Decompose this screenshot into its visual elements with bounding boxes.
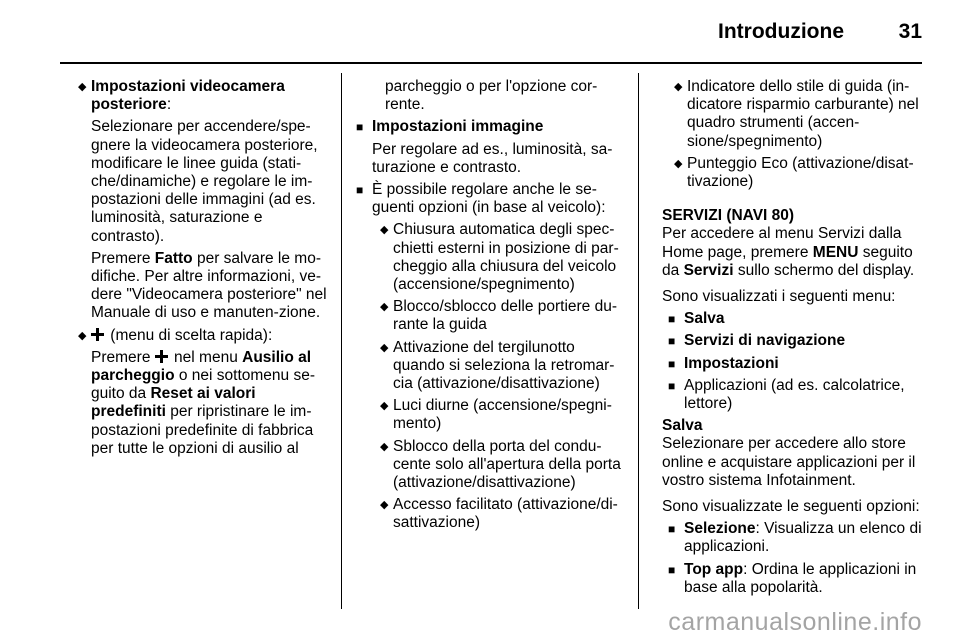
salva-description: Selezionare per accedere allo store online e acquistare applicazioni per il vostro sistema Infotainment.: [662, 435, 916, 489]
option-text: Accesso facilitato (attivazione/di-sattivazione): [393, 496, 618, 532]
square-bullet-icon: ■: [668, 522, 676, 537]
column-divider-1: [341, 73, 342, 609]
header-rule: [60, 62, 922, 64]
text: per salvare le mo-difiche. Per altre informazioni, ve-dere "Videocamera posteriore" nel Manuale di uso e manuten-zione.: [91, 249, 327, 322]
diamond-bullet-icon: ◆: [380, 400, 389, 413]
list-item-image-settings: [356, 118, 624, 177]
option-text: Blocco/sblocco delle portiere du-rante la guida: [393, 298, 618, 334]
option-desc: : Ordina le applicazioni in base alla popolarità.: [684, 560, 917, 596]
option-text: Sblocco della porta del condu-cente solo all'apertura della porta (attivazione/disattivazione): [393, 437, 621, 492]
page-header: [60, 18, 922, 48]
services-intro: [662, 225, 924, 280]
text: o nei sottomenu se-guito da: [91, 367, 315, 403]
option-name: Selezione: [684, 520, 756, 538]
diamond-bullet-icon: ◆: [380, 499, 389, 512]
menus-list: [662, 310, 924, 413]
list-item: [380, 397, 624, 433]
diamond-bullet-icon: ◆: [78, 329, 87, 342]
item-title: Impostazioni videocamera posteriore: [91, 78, 285, 114]
menu-name: Applicazioni (ad es. calcolatrice, lettore): [684, 376, 905, 413]
column-3: [662, 78, 924, 601]
text: per ripristinare le im-postazioni predefinite di fabbrica per tutte le opzioni di ausilio al: [91, 403, 314, 457]
diamond-bullet-icon: ◆: [674, 81, 683, 93]
list-item: [380, 221, 624, 294]
square-bullet-icon: ■: [668, 334, 676, 349]
square-bullet-icon: ■: [668, 312, 676, 327]
item-save-note: [91, 250, 330, 323]
option-text: Punteggio Eco (attivazione/disat-tivazione): [687, 154, 914, 191]
option-text: Luci diurne (accensione/spegni-mento): [393, 397, 612, 433]
column-2: [356, 78, 624, 537]
square-bullet-icon: ■: [668, 356, 676, 371]
menu-name: Salva: [684, 310, 725, 328]
text: nel menu: [169, 348, 243, 366]
item-title: È possibile regolare anche le se-guenti opzioni (in base al veicolo):: [372, 181, 606, 217]
list-item-rear-camera: [78, 78, 330, 323]
list-item: [668, 520, 924, 556]
text: Premere: [91, 348, 155, 366]
option-text: Indicatore dello stile di guida (in-dicatore risparmio carburante) nel quadro strumenti (accen-sione/spegnimento): [687, 78, 919, 150]
square-bullet-icon: ■: [668, 378, 676, 393]
text: Premere: [91, 249, 155, 267]
option-text: Chiusura automatica degli spec-chietti esterni in posizione di par-cheggio alla chiusura del veicolo (accensione/spegnimento): [393, 221, 619, 294]
list-item: [668, 355, 924, 373]
plus-icon: [155, 350, 168, 363]
item-description: [91, 349, 330, 458]
list-item: [380, 496, 624, 532]
square-bullet-icon: ■: [668, 562, 676, 577]
page-number: 31: [898, 20, 922, 43]
keyword-menu: MENU: [812, 243, 859, 261]
diamond-bullet-icon: ◆: [380, 440, 389, 453]
list-item: [674, 155, 924, 191]
salva-heading: Salva: [662, 417, 703, 435]
keyword-fatto: Fatto: [154, 249, 193, 267]
square-bullet-icon: ■: [356, 183, 364, 198]
column-divider-2: [638, 73, 639, 609]
option-text: Attivazione del tergilunotto quando si seleziona la retromar-cia (attivazione/disattivazione): [393, 338, 615, 393]
menu-name: Impostazioni: [684, 354, 779, 372]
item-title: Impostazioni immagine: [372, 118, 544, 136]
item-title: (menu di scelta rapida):: [106, 326, 273, 344]
services-section: [662, 207, 924, 597]
list-item: [380, 298, 624, 334]
diamond-bullet-icon: ◆: [380, 341, 389, 354]
diamond-bullet-icon: ◆: [78, 81, 87, 93]
column-1: [78, 78, 330, 462]
keyword-servizi: Servizi: [683, 261, 734, 279]
list-item: [674, 78, 924, 151]
list-item: [668, 332, 924, 350]
menu-name: Servizi di navigazione: [684, 332, 846, 350]
square-bullet-icon: ■: [356, 120, 364, 135]
option-desc: : Visualizza un elenco di applicazioni.: [684, 520, 922, 556]
option-name: Top app: [684, 560, 744, 578]
colon: :: [166, 96, 172, 114]
list-item: [668, 310, 924, 328]
section-title: Introduzione: [718, 20, 844, 43]
list-item-quick-menu: [78, 327, 330, 458]
diamond-bullet-icon: ◆: [674, 157, 683, 170]
keyword-parking-aid: Ausilio al parcheggio: [91, 348, 312, 385]
keyword-reset-defaults: Reset ai valori predefiniti: [91, 385, 256, 421]
list-item: [668, 561, 924, 597]
plus-icon: [91, 328, 104, 341]
site-watermark: carmanualsonline.info: [668, 608, 922, 636]
list-item: [668, 377, 924, 413]
item-description: Selezionare per accendere/spe-gnere la videocamera posteriore, modificare le linee guida (stati-che/dinamiche) e regolare le im-postazioni delle immagini (ad es. luminosità, saturazione e contrasto).: [91, 118, 318, 245]
menus-intro: Sono visualizzati i seguenti menu:: [662, 288, 896, 306]
list-item: [380, 339, 624, 394]
continued-text: parcheggio o per l'opzione cor-rente.: [385, 78, 598, 114]
options-list-continued: [662, 78, 924, 191]
item-description: Per regolare ad es., luminosità, sa-turazione e contrasto.: [372, 140, 613, 176]
list-item: [380, 438, 624, 493]
diamond-bullet-icon: ◆: [380, 301, 389, 314]
options-intro: Sono visualizzate le seguenti opzioni:: [662, 498, 920, 516]
services-heading: SERVIZI (NAVI 80): [662, 207, 795, 225]
text: seguito da: [662, 243, 913, 279]
diamond-bullet-icon: ◆: [380, 224, 389, 237]
options-list: [372, 221, 624, 532]
text: sullo schermo del display.: [733, 261, 915, 279]
list-item-other-options: [356, 181, 624, 533]
salva-options: [662, 520, 924, 597]
text: Per accedere al menu Servizi dalla Home page, premere: [662, 225, 902, 261]
